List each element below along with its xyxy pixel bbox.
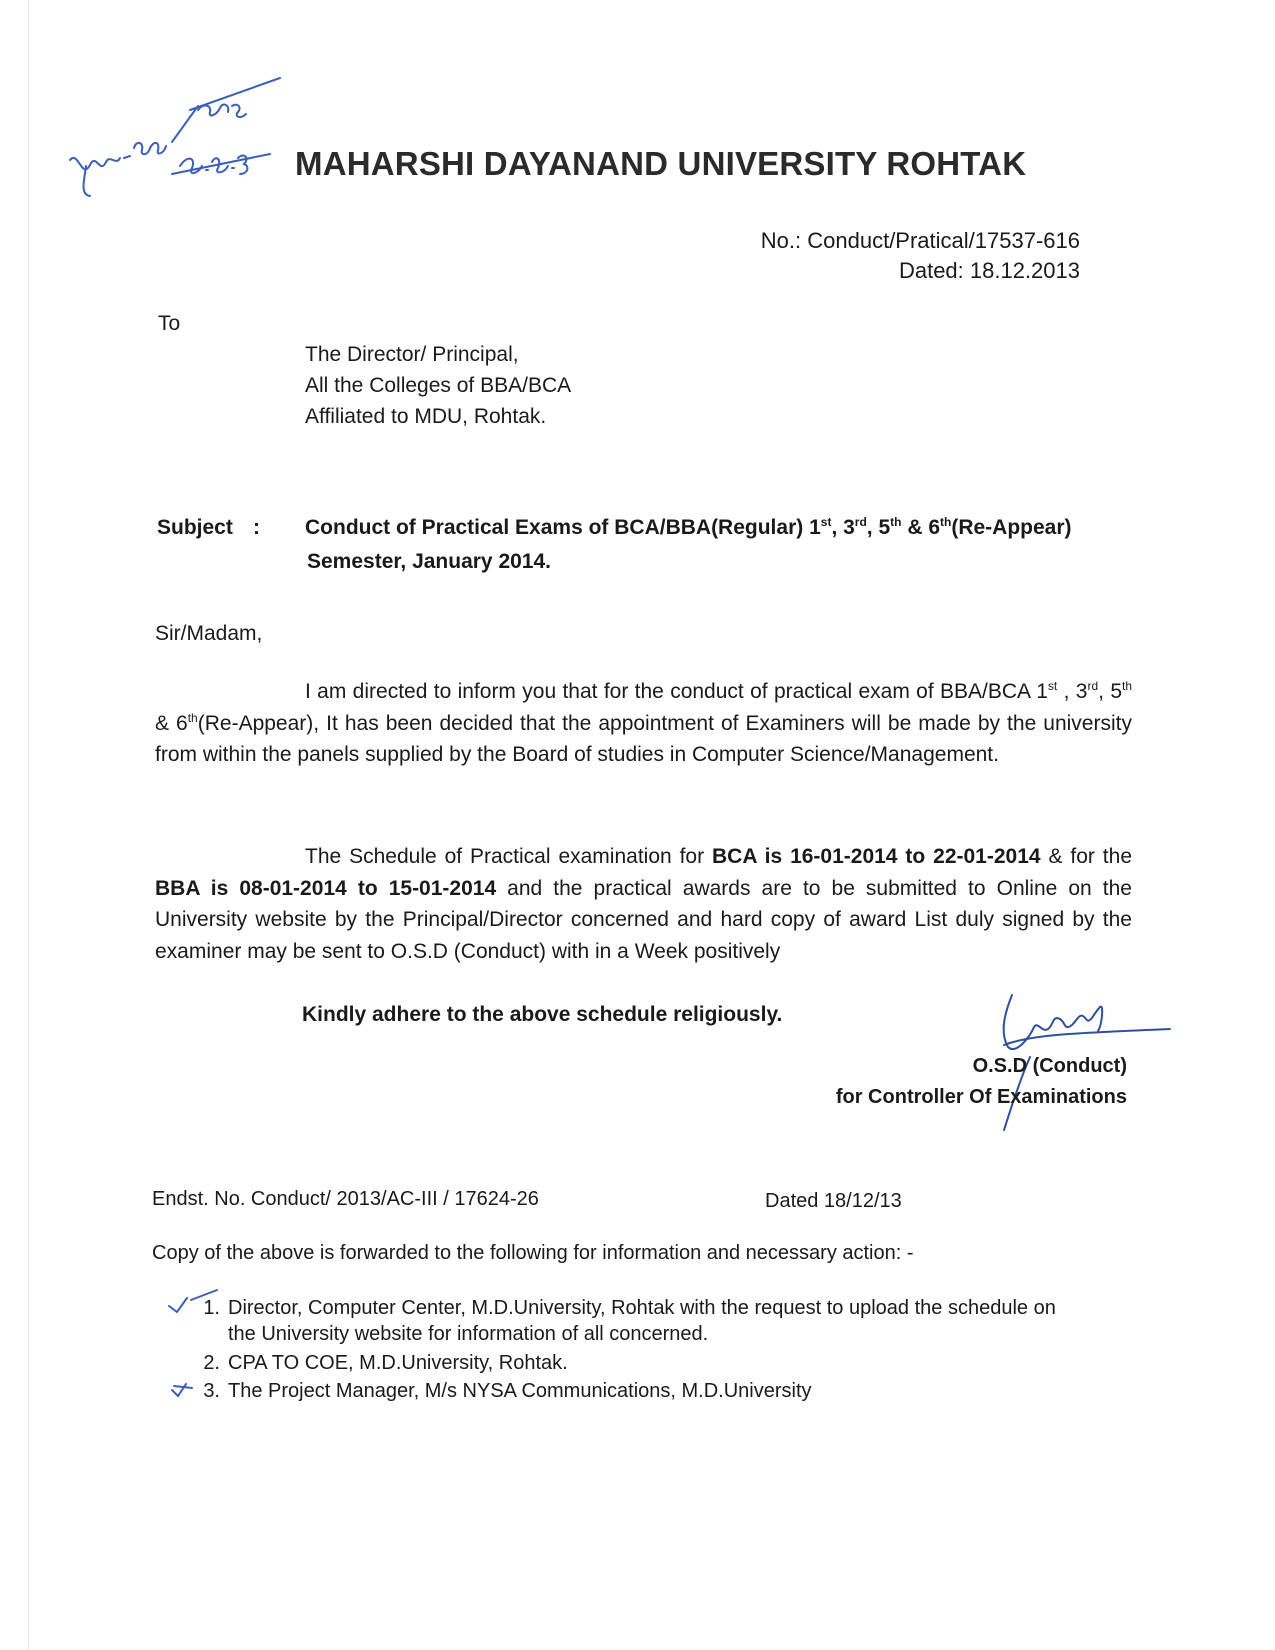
list-item-number: 2. — [203, 1352, 220, 1374]
university-name: MAHARSHI DAYANAND UNIVERSITY ROHTAK — [295, 145, 1027, 182]
scan-edge — [28, 0, 29, 1650]
handwritten-diary-note — [60, 70, 300, 210]
subject-line-1: Conduct of Practical Exams of BCA/BBA(Regular) 1st, 3rd, 5th & 6th(Re-Appear) — [305, 515, 1072, 539]
signatory-title: O.S.D (Conduct) — [972, 1055, 1127, 1077]
subject-line-2: Semester, January 2014. — [307, 550, 552, 573]
recipient-line: Affiliated to MDU, Rohtak. — [305, 405, 547, 428]
list-item-number: 1. — [203, 1297, 220, 1319]
closing-instruction: Kindly adhere to the above schedule religiously. — [302, 1003, 783, 1026]
copy-forward-text: Copy of the above is forwarded to the following for information and necessary action: - — [152, 1242, 914, 1264]
handwritten-tick-mark — [168, 1378, 198, 1402]
endorsement-date: Dated 18/12/13 — [765, 1190, 902, 1212]
reference-date: Dated: 18.12.2013 — [898, 258, 1080, 283]
paragraph-1: I am directed to inform you that for the conduct of practical exam of BBA/BCA 1st , 3rd, 5th & 6th(Re-Appear), It has been decided that the appointment of Examiners will be made by the university from within the panels supplied by the Board of studies in Computer Science/Management. — [155, 679, 1133, 766]
list-item: CPA TO COE, M.D.University, Rohtak. — [228, 1352, 568, 1374]
to-label: To — [158, 312, 181, 335]
paragraph-2: The Schedule of Practical examination for BCA is 16-01-2014 to 22-01-2014 & for the BBA is 08-01-2014 to 15-01-2014 and the practical awards are to be submitted to Online on the University website by the Principal/Director concerned and hard copy of award List duly signed by the examiner may be sent to O.S.D (Conduct) with in a Week positively — [155, 845, 1133, 963]
reference-number: No.: Conduct/Pratical/17537-616 — [760, 228, 1080, 253]
list-item: Director, Computer Center, M.D.University, Rohtak with the request to upload the schedule on — [228, 1297, 1056, 1319]
signatory-for: for Controller Of Examinations — [835, 1086, 1127, 1108]
list-item: The Project Manager, M/s NYSA Communications, M.D.University — [228, 1380, 812, 1402]
salutation: Sir/Madam, — [155, 622, 263, 645]
subject-label: Subject — [157, 516, 233, 539]
subject-colon: : — [253, 516, 260, 539]
list-item-number: 3. — [203, 1380, 220, 1402]
list-item-continuation: the University website for information of all concerned. — [228, 1323, 709, 1345]
recipient-line: The Director/ Principal, — [305, 343, 519, 366]
handwritten-tick-mark — [165, 1286, 225, 1316]
endorsement-number: Endst. No. Conduct/ 2013/AC-III / 17624-26 — [152, 1188, 539, 1210]
recipient-line: All the Colleges of BBA/BCA — [305, 374, 572, 397]
